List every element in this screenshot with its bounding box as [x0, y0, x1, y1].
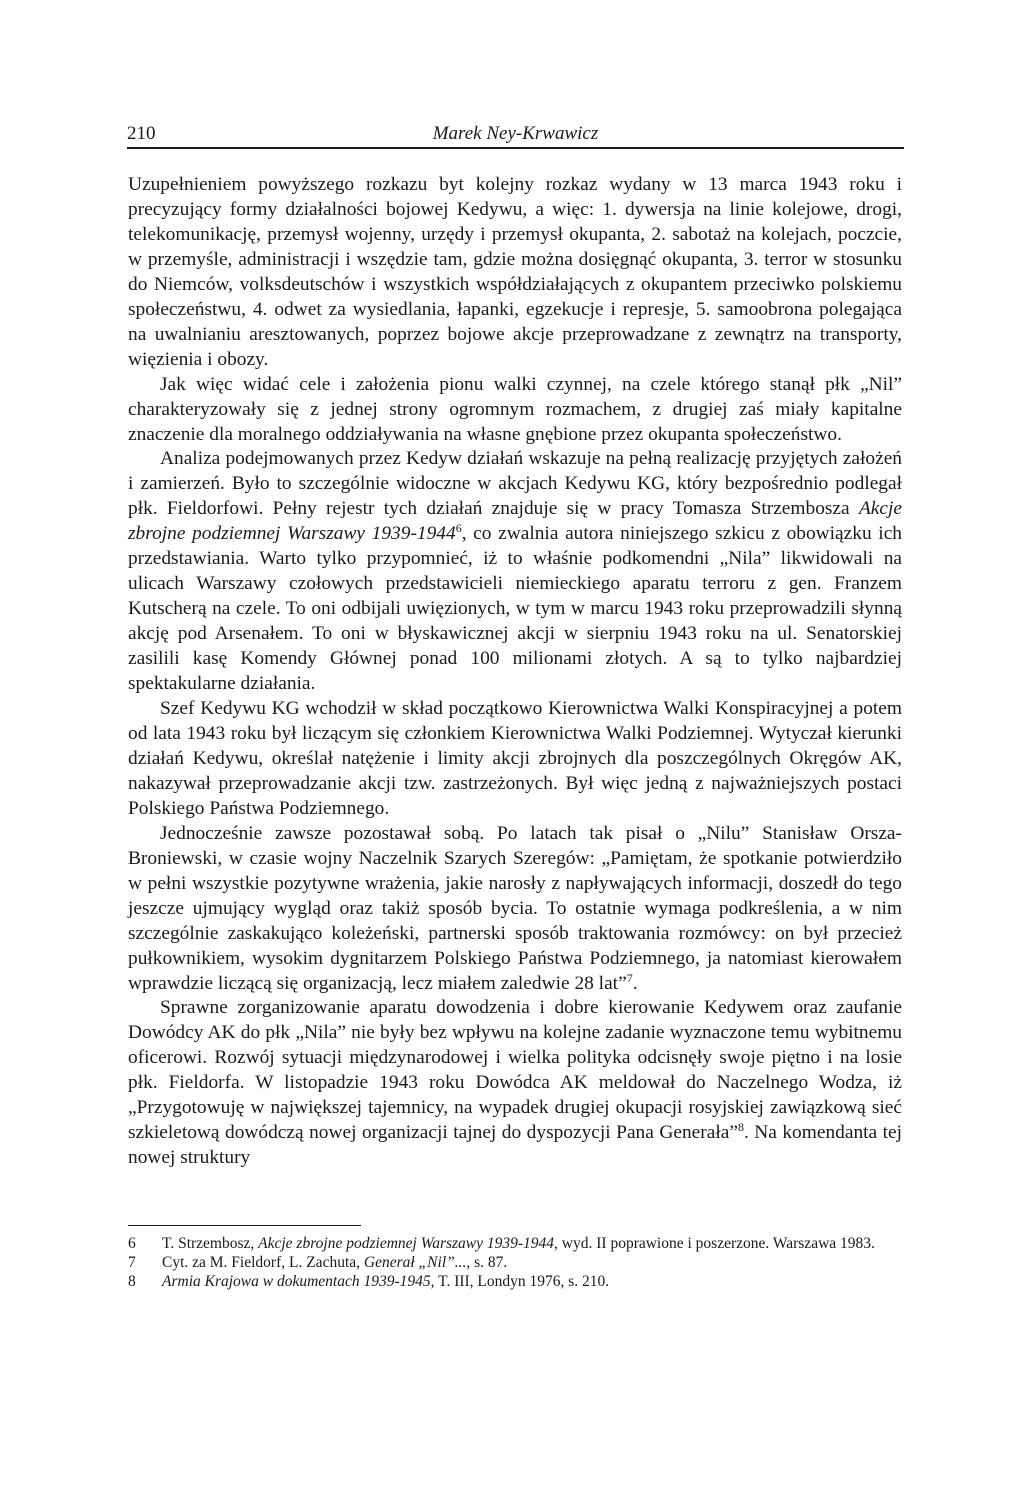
paragraph-3-text-b: , co zwalnia autora niniejszego szkicu z obowiązku ich przedstawiania. Warto tylko przypomnieć, iż to właśnie podkomendni „Nila” likwidowali na ulicach Warszawy czołowych przedstawicieli niemieckiego aparatu terroru z gen. Franzem Kutscherą na czele. To oni odbijali uwięzionych, w tym w marcu 1943 roku przeprowadzili słynną akcję pod Arsenałem. To oni w błyskawicznej akcji w sierpniu 1943 roku na ul. Senatorskiej zasilili kasę Komendy Głównej ponad 100 milionami złotych. A są to tylko najbardziej spektakularne działania. — [128, 523, 902, 695]
footnote-6 — [128, 1234, 902, 1253]
footnote-6-italic: Akcje zbrojne podziemnej Warszawy 1939-1944 — [258, 1235, 555, 1252]
paragraph-5-text-b: . — [632, 972, 638, 994]
paragraph-3-italic-title: Akcje zbrojne podziemnej Warszawy 1939-1944 — [128, 498, 902, 545]
paragraph-5-text: Jednocześnie zawsze pozostawał sobą. Po latach tak pisał o „Nilu” Stanisław Orsza-Broniewski, w czasie wojny Naczelnik Szarych Szeregów: „Pamiętam, że spotkanie potwierdziło w pełni wszystkie pozytywne wrażenia, jakie narosły z napływających informacji, doszedł do tego jeszcze ujmujący wygląd oraz takiż sposób bycia. To ostatnie wymaga podkreślenia, a w nim szczególnie zaskakująco koleżeński, partnerski sposób traktowania rozmówcy: on był przecież pułkownikiem, wysokim dygnitarzem Polskiego Państwa Podziemnego, ja natomiast kierowałem wprawdzie liczącą się organizacją, lecz miałem zaledwie 28 lat” — [128, 822, 902, 994]
paragraph-3-text-a: Analiza podejmowanych przez Kedyw działań wskazuje na pełną realizację przyjętych założeń i zamierzeń. Było to szczególnie widoczne w akcjach Kedywu KG, który bezpośrednio podlegał płk. Fieldorfowi. Pełny rejestr tych działań znajduje się w pracy Tomasza Strzembosza — [128, 448, 902, 520]
footnote-7 — [128, 1253, 902, 1272]
footnote-7-italic: Generał „Nil”... — [363, 1254, 467, 1271]
running-head-author: Marek Ney-Krwawicz — [432, 123, 599, 144]
header-rule — [127, 147, 904, 149]
footnote-rule — [128, 1225, 361, 1226]
paragraph-4-text: Szef Kedywu KG wchodził w skład początkowo Kierownictwa Walki Konspiracyjnej a potem od lata 1943 roku był liczącym się członkiem Kierownictwa Walki Podziemnej. Wytyczał kierunki działań Kedywu, określał natężenie i limity akcji zbrojnych dla poszczególnych Okręgów AK, nakazywał przeprowadzanie akcji tzw. zastrzeżonych. Był więc jedną z najważniejszych postaci Polskiego Państwa Podziemnego. — [128, 698, 902, 819]
paragraph-1-text: Uzupełnieniem powyższego rozkazu byt kolejny rozkaz wydany w 13 marca 1943 roku i precyzujący formy działalności bojowej Kedywu, a więc: 1. dywersja na linie kolejowe, drogi, telekomunikację, przemysł wojenny, urzędy i przemysł okupanta, 2. sabotaż na kolejach, poczcie, w przemyśle, administracji i wszędzie tam, gdzie można dosięgnąć okupanta, 3. terror w stosunku do Niemców, volksdeutschów i wszystkich współdziałających z okupantem przeciwko polskiemu społeczeństwu, 4. odwet za wysiedlania, łapanki, egzekucje i represje, 5. samoobrona polegająca na uwalnianiu aresztowanych, poprzez bojowe akcje przeprowadzane z zewnątrz na transporty, więzienia i obozy. — [128, 174, 902, 370]
paragraph-1 — [128, 173, 902, 373]
paragraph-3 — [128, 447, 902, 697]
footnotes — [128, 1234, 902, 1291]
footnote-text — [162, 1272, 902, 1291]
footnote-8-text-b: , T. III, Londyn 1976, s. 210. — [430, 1273, 610, 1290]
paragraph-2-text: Jak więc widać cele i założenia pionu walki czynnej, na czele którego stanął płk „Nil” charakteryzowały się z jednej strony ogromnym rozmachem, z drugiej zaś miały kapitalne znaczenie dla moralnego oddziaływania na własne gnębione przez okupanta społeczeństwo. — [128, 373, 902, 445]
paragraph-5 — [128, 822, 902, 997]
footnote-8-italic: Armia Krajowa w dokumentach 1939-1945 — [162, 1273, 431, 1290]
paragraph-6 — [128, 996, 902, 1171]
footnote-ref-7[interactable]: 7 — [626, 970, 633, 985]
footnote-8 — [128, 1272, 902, 1291]
footnote-number: 6 — [128, 1235, 136, 1252]
paragraph-4 — [128, 697, 902, 822]
footnote-text — [162, 1234, 902, 1253]
footnote-7-text-a: Cyt. za M. Fieldorf, L. Zachuta, — [162, 1254, 364, 1271]
page-number: 210 — [127, 123, 156, 144]
footnote-6-text-b: , wyd. II poprawione i poszerzone. Warszawa 1983. — [554, 1235, 875, 1252]
footnote-ref-6[interactable]: 6 — [455, 521, 462, 536]
footnote-6-text-a: T. Strzembosz, — [162, 1235, 259, 1252]
paragraph-2 — [128, 373, 902, 448]
footnote-number: 8 — [128, 1273, 136, 1290]
footnote-number: 7 — [128, 1254, 136, 1271]
page-header — [127, 117, 904, 149]
footnote-text — [162, 1253, 902, 1272]
footnote-ref-8[interactable]: 8 — [737, 1120, 744, 1135]
paragraph-6-text: Sprawne zorganizowanie aparatu dowodzenia i dobre kierowanie Kedywem oraz zaufanie Dowódcy AK do płk „Nila” nie były bez wpływu na kolejne zadanie wyznaczone temu wybitnemu oficerowi. Rozwój sytuacji międzynarodowej i wielka polityka odcisnęły swoje piętno i na losie płk. Fieldorfa. W listopadzie 1943 roku Dowódca AK meldował do Naczelnego Wodza, iż „Przygotowuję w największej tajemnicy, na wypadek drugiej okupacji rosyjskiej zawiązkową sieć szkieletową dowódczą nowej organizacji tajnej do dyspozycji Pana Generała” — [128, 997, 902, 1144]
footnote-7-text-b: , s. 87. — [466, 1254, 508, 1271]
body-text — [128, 173, 902, 1171]
paragraph-6-text-b: . Na komendanta tej nowej struktury — [128, 1122, 902, 1169]
